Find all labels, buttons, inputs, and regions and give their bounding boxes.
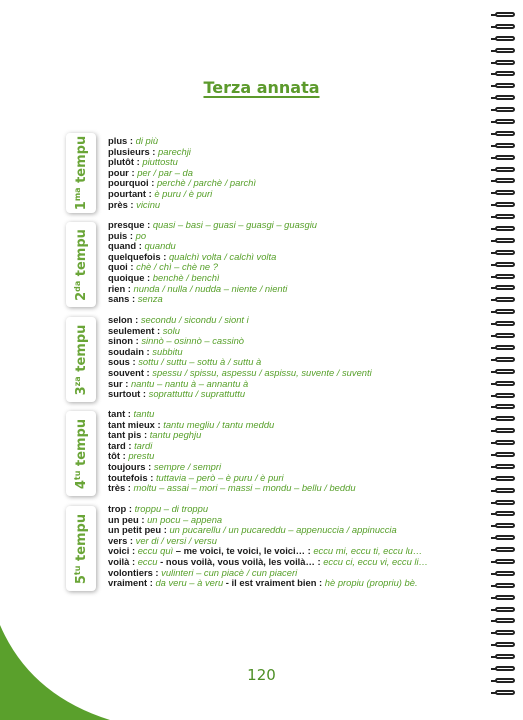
entry-line: tant mieux : tantu megliu / tantu meddu (108, 418, 275, 430)
spiral-ring (495, 285, 515, 290)
entry-line: plutôt : piuttostu (108, 156, 178, 168)
entry-line: voilà : eccu - nous voilà, vous voilà, les voilà… : eccu ci, eccu vi, eccu li… (108, 555, 428, 567)
spiral-ring (495, 357, 515, 362)
spiral-ring (495, 595, 515, 600)
spiral-binding (495, 12, 517, 702)
spiral-ring (495, 178, 515, 183)
spiral-ring (495, 297, 515, 302)
spiral-ring (495, 274, 515, 279)
entry-line: quoi : chè / chì – chè ne ? (108, 261, 218, 273)
spiral-ring (495, 511, 515, 516)
spiral-ring (495, 190, 515, 195)
section-tab-3 (66, 317, 96, 402)
tab-label: $5^{tu}$ tempu (73, 513, 89, 584)
spiral-ring (495, 690, 515, 695)
spiral-ring (495, 642, 515, 647)
section-tab-2 (66, 222, 96, 307)
section-1 (108, 136, 488, 210)
entry-line: tard : tardi (108, 439, 153, 451)
spiral-ring (495, 262, 515, 267)
page-title: Terza annata (203, 78, 320, 97)
spiral-ring (495, 333, 515, 338)
spiral-ring (495, 131, 515, 136)
spiral-ring (495, 107, 515, 112)
section-3 (108, 315, 488, 400)
entry-line: sur : nantu – nantu à – annantu à (108, 377, 249, 389)
spiral-ring (495, 583, 515, 588)
entry-line: vraiment : da veru – à veru - il est vraiment bien : hè propiu (propriu) bè. (108, 577, 418, 589)
spiral-ring (495, 630, 515, 635)
spiral-ring (495, 167, 515, 172)
spiral-ring (495, 416, 515, 421)
entry-line: pour : per / par – da (108, 166, 193, 178)
spiral-ring (495, 428, 515, 433)
spiral-ring (495, 452, 515, 457)
spiral-ring (495, 559, 515, 564)
entry-line: volontiers : vulinteri – cun piacè / cun piaceri (108, 566, 298, 578)
spiral-ring (495, 464, 515, 469)
spiral-ring (495, 535, 515, 540)
spiral-ring (495, 60, 515, 65)
entry-line: selon : secondu / sicondu / siont i (108, 314, 249, 325)
entry-line: pourquoi : perchè / parchè / parchì (108, 177, 256, 189)
entry-line: quand : quandu (108, 240, 176, 252)
tab-label: $2^{da}$ tempu (73, 228, 89, 301)
entry-line: trop : troppu – di troppu (108, 503, 209, 514)
section-tab-4 (66, 411, 96, 496)
spiral-ring (495, 440, 515, 445)
spiral-ring (495, 24, 515, 29)
spiral-ring (495, 143, 515, 148)
spiral-ring (495, 202, 515, 207)
spiral-ring (495, 12, 515, 17)
entry-line: pourtant : è puru / è puri (108, 187, 213, 199)
entry-line: plusieurs : parechji (108, 145, 191, 157)
entry-line: un peu : un pocu – appena (108, 513, 223, 525)
spiral-ring (495, 214, 515, 219)
spiral-ring (495, 345, 515, 350)
spiral-ring (495, 547, 515, 552)
spiral-ring (495, 500, 515, 505)
spiral-ring (495, 71, 515, 76)
spiral-ring (495, 309, 515, 314)
spiral-ring (495, 250, 515, 255)
spiral-ring (495, 607, 515, 612)
spiral-ring (495, 155, 515, 160)
section-tab-5 (66, 506, 96, 591)
section-tab-1 (66, 133, 96, 213)
spiral-ring (495, 404, 515, 409)
entry-line: soudain : subbitu (108, 345, 183, 357)
entry-line: quoique : benchè / benchì (108, 271, 220, 283)
entry-line: quelquefois : qualchì volta / calchì volta (108, 250, 277, 262)
entry-line: tôt : prestu (108, 450, 155, 462)
entry-line: seulement : solu (108, 324, 180, 336)
entry-line: tant : tantu (108, 408, 155, 419)
tab-label: $3^{za}$ tempu (73, 324, 89, 395)
entry-line: vers : ver di / versi / versu (108, 534, 217, 546)
spiral-ring (495, 381, 515, 386)
entry-line: tant pis : tantu peghju (108, 429, 202, 441)
spiral-ring (495, 83, 515, 88)
entry-line: sans : senza (108, 293, 163, 305)
entry-line: près : vicinu (108, 198, 161, 210)
entry-line: rien : nunda / nulla / nudda – niente / nienti (108, 282, 288, 294)
spiral-ring (495, 95, 515, 100)
spiral-ring (495, 654, 515, 659)
entry-line: toujours : sempre / sempri (108, 460, 222, 472)
spiral-ring (495, 571, 515, 576)
entry-line: plus : di più (108, 135, 159, 146)
entry-line: presque : quasi – basi – guasi – guasgi – guasgiu (108, 219, 318, 230)
spiral-ring (495, 321, 515, 326)
spiral-ring (495, 36, 515, 41)
entry-line: un petit peu : un pucarellu / un pucareddu – appenuccia / appinuccia (108, 524, 397, 536)
spiral-ring (495, 476, 515, 481)
entry-line: surtout : soprattuttu / suprattuttu (108, 388, 246, 400)
tab-label: $4^{tu}$ tempu (73, 418, 89, 489)
section-2 (108, 220, 488, 305)
spiral-ring (495, 488, 515, 493)
entry-line: toutefois : tuttavia – però – è puru / è puri (108, 471, 284, 483)
entry-line: sinon : sinnò – osinnò – cassinò (108, 335, 245, 347)
spiral-ring (495, 393, 515, 398)
entry-line: voici : eccu quì – me voici, te voici, le voici… : eccu mi, eccu ti, eccu lu… (108, 545, 423, 557)
section-4 (108, 409, 488, 494)
spiral-ring (495, 238, 515, 243)
entry-line: sous : sottu / suttu – sottu à / suttu à (108, 356, 262, 368)
entry-line: puis : po (108, 229, 147, 241)
tab-label: $1^{ma}$ tempu (73, 135, 89, 211)
entry-line: souvent : spessu / spissu, aspessu / aspissu, suvente / suventi (108, 366, 372, 378)
spiral-ring (495, 48, 515, 53)
spiral-ring (495, 618, 515, 623)
spiral-ring (495, 523, 515, 528)
spiral-ring (495, 119, 515, 124)
entry-line: très : moltu – assai – mori – massi – mondu – bellu / beddu (108, 482, 356, 494)
section-5 (108, 504, 488, 589)
page-number: 120 (247, 666, 276, 684)
spiral-ring (495, 369, 515, 374)
spiral-ring (495, 226, 515, 231)
